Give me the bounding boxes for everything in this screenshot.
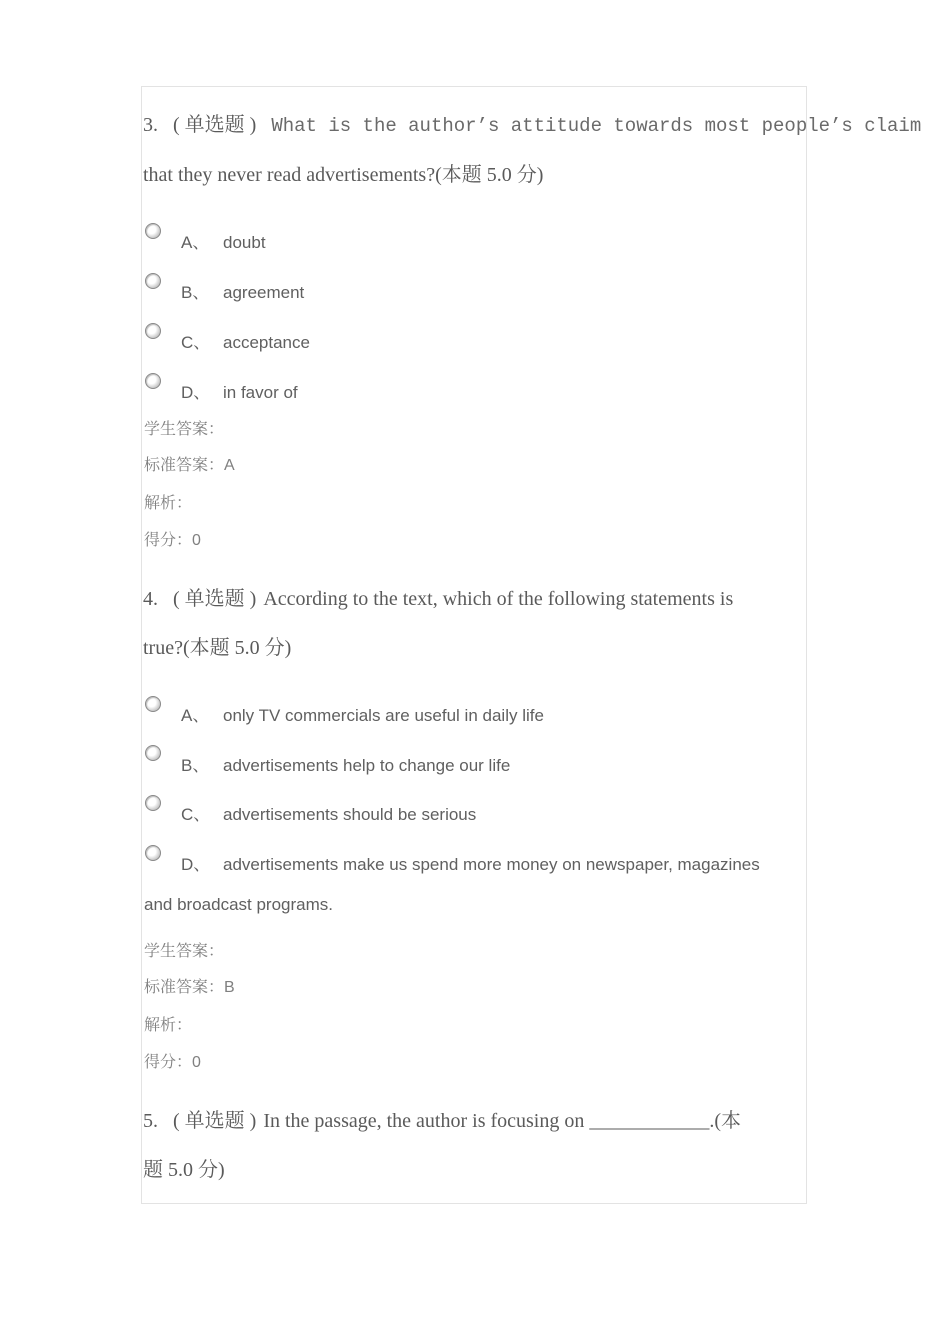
standard-answer: 标准答案：B [144, 979, 235, 996]
question-type: ( 单选题 ) [173, 588, 257, 610]
question-type: ( 单选题 ) [173, 114, 257, 136]
score: 得分：0 [144, 1054, 201, 1071]
option-text: in favor of [223, 383, 298, 402]
radio-option-4c[interactable] [145, 795, 161, 811]
option-text: acceptance [223, 333, 310, 352]
option-3d[interactable] [181, 378, 298, 403]
question-type: ( 单选题 ) [173, 1110, 257, 1132]
option-3a[interactable] [181, 228, 266, 253]
question-text: In the passage, the author is focusing on ____________.(本 [263, 1110, 742, 1132]
question-5-header [143, 1104, 741, 1133]
question-text: According to the text, which of the following statements is [263, 588, 734, 610]
score: 得分：0 [144, 532, 201, 549]
question-number: 3. [143, 114, 158, 136]
question-4-header [143, 582, 733, 611]
radio-option-3a[interactable] [145, 223, 161, 239]
option-letter: B、 [181, 283, 210, 302]
option-text: advertisements should be serious [223, 805, 477, 824]
option-4d-cont: and broadcast programs. [144, 895, 333, 914]
analysis: 解析： [144, 495, 193, 512]
radio-option-3c[interactable] [145, 323, 161, 339]
option-letter: A、 [181, 706, 210, 725]
radio-option-4b[interactable] [145, 745, 161, 761]
standard-answer: 标准答案：A [144, 457, 235, 474]
question-5-text-cont: 题 5.0 分) [143, 1159, 225, 1181]
radio-option-4a[interactable] [145, 696, 161, 712]
radio-option-3d[interactable] [145, 373, 161, 389]
option-4a[interactable] [181, 701, 544, 726]
option-4d[interactable] [181, 850, 760, 875]
question-number: 4. [143, 588, 158, 610]
radio-option-3b[interactable] [145, 273, 161, 289]
student-answer: 学生答案： [144, 421, 225, 438]
option-letter: B、 [181, 756, 210, 775]
option-letter: D、 [181, 383, 211, 402]
question-text: What is the author’s attitude towards most people’s claim [271, 115, 922, 137]
question-3-text-cont: that they never read advertisements?(本题 5.0 分) [143, 164, 544, 186]
question-3-header [143, 108, 921, 137]
student-answer: 学生答案： [144, 943, 225, 960]
option-text: doubt [223, 233, 266, 252]
option-text: only TV commercials are useful in daily life [223, 706, 544, 725]
option-letter: A、 [181, 233, 210, 252]
option-letter: D、 [181, 855, 211, 874]
option-text: advertisements help to change our life [223, 756, 511, 775]
option-3b[interactable] [181, 278, 304, 303]
radio-option-4d[interactable] [145, 845, 161, 861]
option-4c[interactable] [181, 800, 476, 825]
option-text: agreement [223, 283, 305, 302]
option-3c[interactable] [181, 328, 310, 353]
option-letter: C、 [181, 805, 211, 824]
question-4-text-cont: true?(本题 5.0 分) [143, 637, 292, 659]
option-text: advertisements make us spend more money on newspaper, magazines [223, 855, 760, 874]
analysis: 解析： [144, 1017, 193, 1034]
option-4b[interactable] [181, 751, 510, 776]
option-letter: C、 [181, 333, 211, 352]
question-number: 5. [143, 1110, 158, 1132]
